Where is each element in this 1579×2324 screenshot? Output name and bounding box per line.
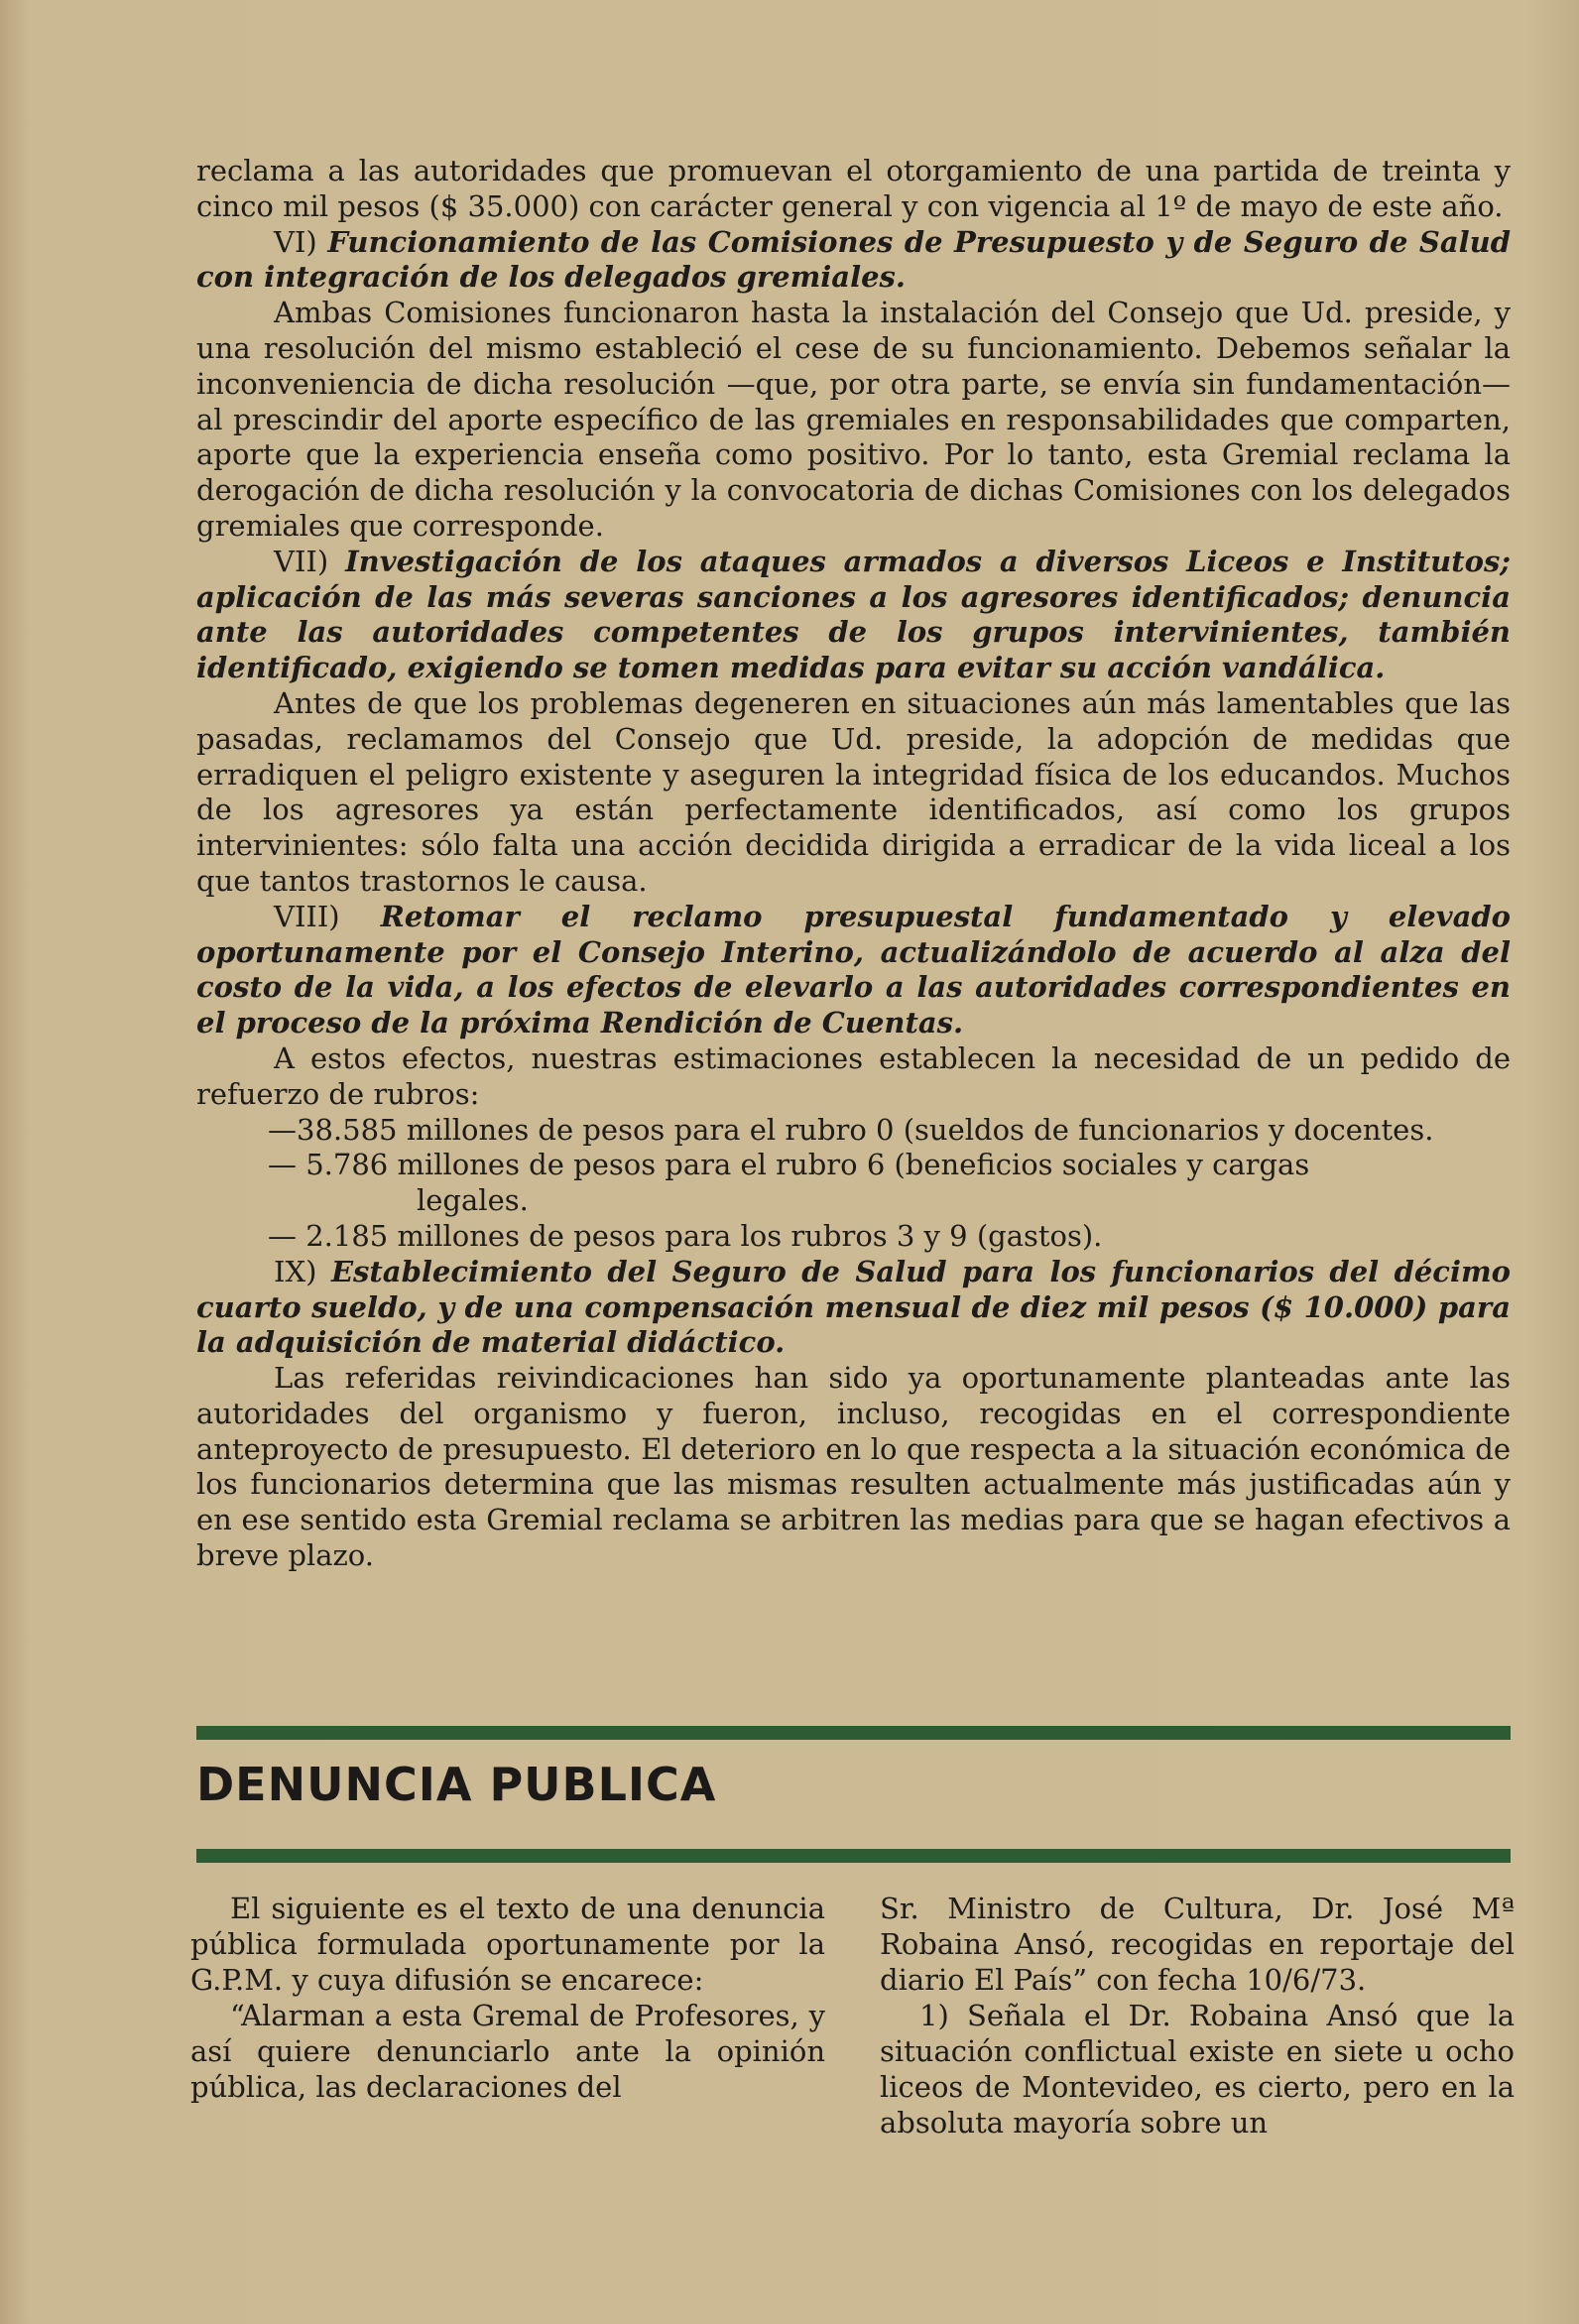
point-ix-body: Las referidas reivindicaciones han sido ya oportunamente planteadas ante las autoridades del organismo y fueron, incluso, recogidas en el correspondiente anteproyecto de presupuesto. El deterioro en lo que respecta a la situación económica de los funcionarios determina que las mismas resulten actualmente más justificadas aún y en ese sentido esta Gremial reclama se arbitren las medias para que se hagan efectivos a breve plazo. bbox=[196, 1361, 1511, 1573]
article-body bbox=[196, 154, 1511, 1574]
right-paragraph-1: Sr. Ministro de Cultura, Dr. José Mª Robaina Ansó, recogidas en reportaje del diario El País” con fecha 10/6/73. bbox=[880, 1892, 1515, 1997]
point-ix-title: Establecimiento del Seguro de Salud para los funcionarios del décimo cuarto sueldo, y de una compensación mensual de diez mil pesos ($ 10.000) para la adquisición de material didáctico. bbox=[196, 1254, 1512, 1360]
point-vi-number: VI) bbox=[274, 224, 317, 259]
point-vii-title: Investigación de los ataques armados a diversos Liceos e Institutos; aplicación de las más severas sanciones a los agresores identificados; denuncia ante las autoridades competentes de los grupos intervinientes, también identificado, exigiendo se tomen medidas para evitar su acción vandálica. bbox=[196, 544, 1512, 685]
budget-item-continuation: legales. bbox=[417, 1183, 529, 1218]
section-rule-bottom bbox=[196, 1849, 1511, 1863]
left-paragraph-2: “Alarman a esta Gremal de Profesores, y así quiere denunciarlo ante la opinión pública, las declaraciones del bbox=[190, 1999, 825, 2104]
right-column bbox=[880, 1891, 1515, 2141]
point-vii-number: VII) bbox=[274, 544, 329, 578]
left-paragraph-1: El siguiente es el texto de una denuncia pública formulada oportunamente por la G.P.M. y cuya difusión se encarece: bbox=[190, 1892, 825, 1997]
point-viii-number: VIII) bbox=[274, 899, 340, 933]
left-column bbox=[190, 1891, 825, 2141]
budget-item: — 2.185 millones de pesos para los rubros 3 y 9 (gastos). bbox=[268, 1218, 1103, 1253]
point-ix-number: IX) bbox=[274, 1254, 317, 1288]
point-viii-title: Retomar el reclamo presupuestal fundamentado y elevado oportunamente por el Consejo Interino, actualizándolo de acuerdo al alza del costo de la vida, a los efectos de elevarlo a las autoridades correspondientes en el proceso de la próxima Rendición de Cuentas. bbox=[196, 899, 1511, 1040]
two-column-text bbox=[190, 1891, 1515, 2141]
budget-item: —38.585 millones de pesos para el rubro 0 (sueldos de funcionarios y docentes. bbox=[268, 1112, 1434, 1147]
budget-item: — 5.786 millones de pesos para el rubro 6 (beneficios sociales y cargas bbox=[268, 1148, 1310, 1182]
point-viii-heading bbox=[196, 900, 1511, 1041]
point-ix-heading bbox=[196, 1255, 1511, 1361]
paragraph-intro: reclama a las autoridades que promuevan el otorgamiento de una partida de treinta y cinco mil pesos ($ 35.000) con carácter general y con vigencia al 1º de mayo de este año. bbox=[196, 154, 1511, 223]
section-rule-top bbox=[196, 1726, 1511, 1740]
point-vii-body: Antes de que los problemas degeneren en situaciones aún más lamentables que las pasadas, reclamamos del Consejo que Ud. preside, la adopción de medidas que erradiquen el peligro existente y aseguren la integridad física de los educandos. Muchos de los agresores ya están perfectamente identificados, así como los grupos intervinientes: sólo falta una acción decidida dirigida a erradicar de la vida liceal a los que tantos trastornos le causa. bbox=[196, 685, 1511, 898]
point-viii-body: A estos efectos, nuestras estimaciones establecen la necesidad de un pedido de refuerzo de rubros: bbox=[196, 1040, 1511, 1111]
section-heading: DENUNCIA PUBLICA bbox=[196, 1758, 717, 1811]
point-vi-heading bbox=[196, 225, 1511, 297]
point-vi-title: Funcionamiento de las Comisiones de Presupuesto y de Seguro de Salud con integración de los delegados gremiales. bbox=[196, 224, 1511, 295]
point-vii-heading bbox=[196, 545, 1511, 686]
right-paragraph-2: 1) Señala el Dr. Robaina Ansó que la situación conflictual existe en siete u ocho liceos de Montevideo, es cierto, pero en la absoluta mayoría sobre un bbox=[880, 1999, 1515, 2140]
point-vi-body: Ambas Comisiones funcionaron hasta la instalación del Consejo que Ud. preside, y una resolución del mismo estableció el cese de su funcionamiento. Debemos señalar la inconveniencia de dicha resolución —que, por otra parte, se envía sin fundamentación— al prescindir del aporte específico de las gremiales en responsabilidades que comparten, aporte que la experiencia enseña como positivo. Por lo tanto, esta Gremial reclama la derogación de dicha resolución y la convocatoria de dichas Comisiones con los delegados gremiales que corresponde. bbox=[196, 296, 1511, 543]
